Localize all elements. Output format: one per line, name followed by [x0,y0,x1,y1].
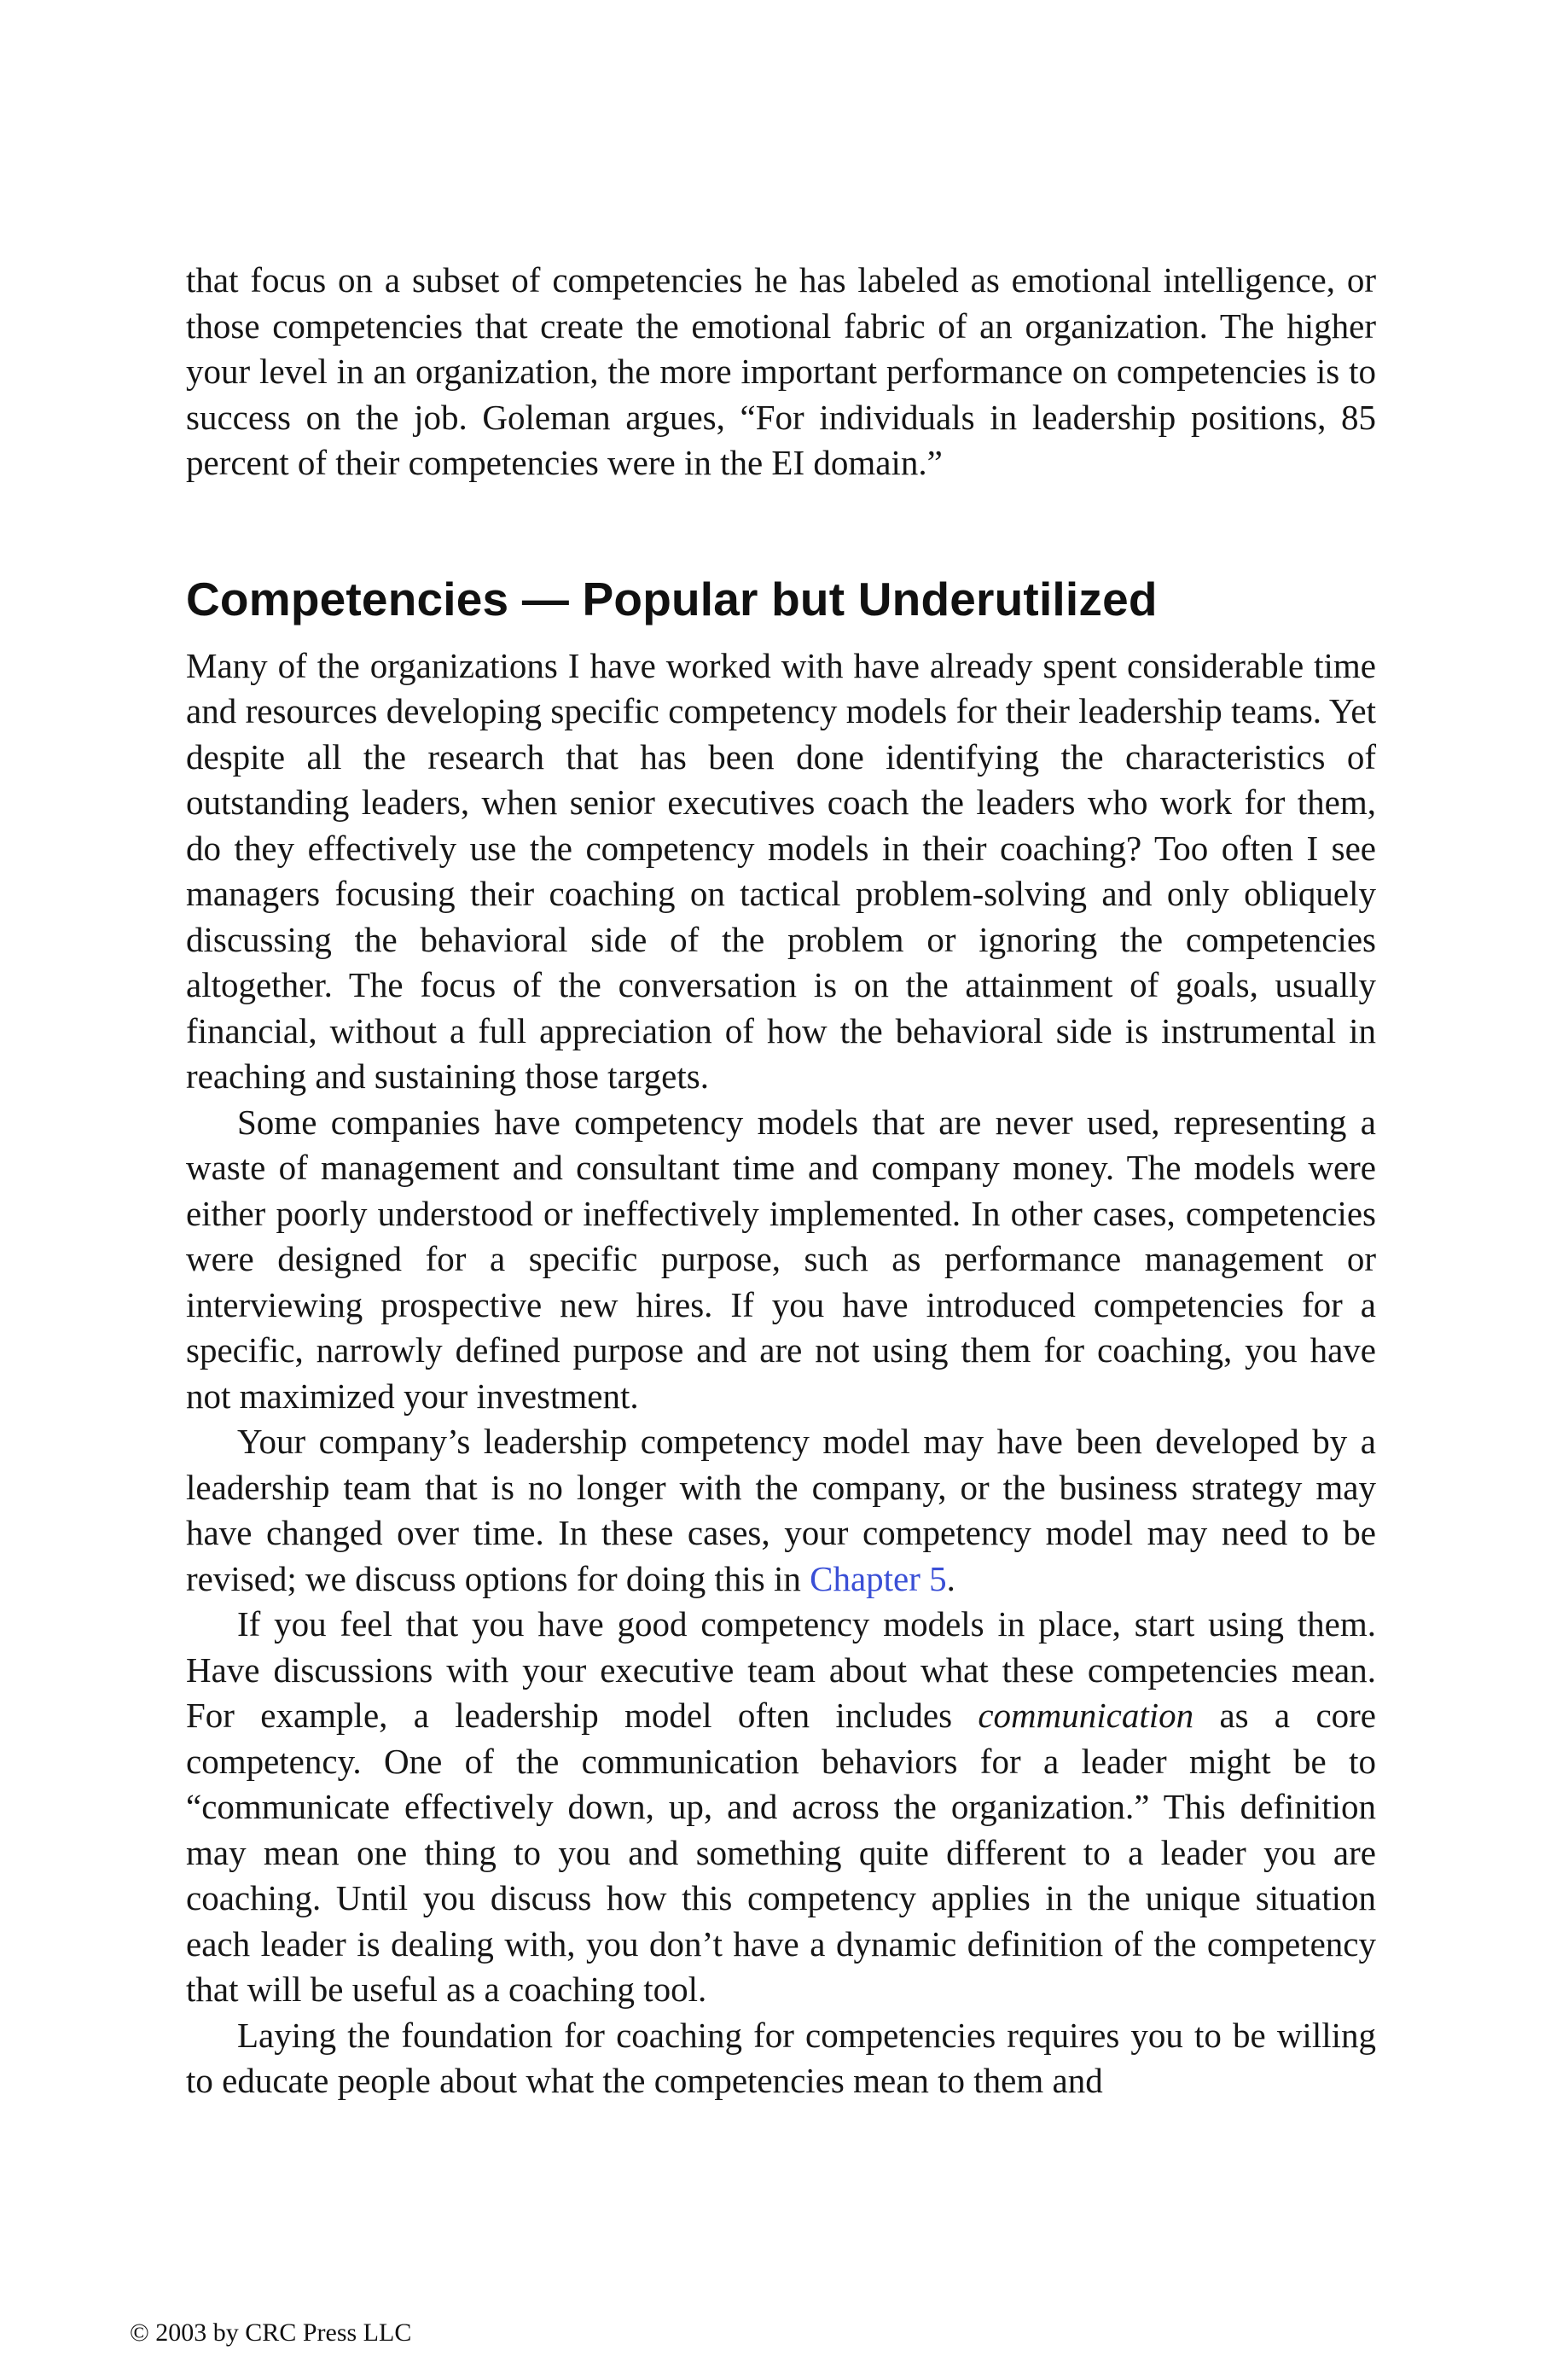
chapter-5-link[interactable]: Chapter 5 [810,1558,947,1598]
section-heading: Competencies — Popular but Underutilized [186,572,1158,625]
paragraph-1: Many of the organizations I have worked with have already spent considerable time and resources developing specific competency models for their leadership teams. Yet despite all the research that has been done identifying the characteristics of outstanding leaders, when senior executives coach the leaders who work for them, do they effectively use the competency models in their coaching? Too often I see managers focusing their coaching on tactical problem-solving and only obliquely discussing the behavioral side of the problem or ignoring the competencies altogether. The focus of the conversation is on the attainment of goals, usually financial, without a full appreciation of how the behavioral side is instrumental in reaching and sustaining those targets. [186,645,1376,1096]
paragraph-5: Laying the foundation for coaching for competencies requires you to be willing to educate people about what the competencies mean to them and [186,2015,1376,2100]
paragraph-2: Some companies have competency models that are never used, representing a waste of management and consultant time and company money. The models were either poorly understood or ineffectively implemented. In other cases, competencies were designed for a specific purpose, such as performance management or interviewing prospective new hires. If you have introduced competencies for a specific, narrowly defined purpose and are not using them for coaching, you have not maximized your investment. [186,1102,1376,1416]
communication-emphasis: communication [978,1696,1194,1735]
paragraph-3 [186,1419,1376,1602]
text-column [186,258,1376,2104]
paragraph-4-rest: as a core competency. One of the communication behaviors for a leader might be to “communicate effectively down, up, and across the organization.” This definition may mean one thing to you and something quite different to a leader you are coaching. Until you discuss how this competency applies in the unique situation each leader is dealing with, you don’t have a dynamic definition of the competency that will be useful as a coaching tool. [186,1696,1376,2009]
paragraph-3-end: . [946,1558,955,1598]
paragraph-4-text: If you feel that you have good competency models in place, start using them. Have discussions with your executive team about what these competencies mean. For example, a leadership model often includes [186,1604,1376,1735]
copyright-footer: © 2003 by CRC Press LLC [130,2319,412,2347]
paragraph-4 [186,1602,1376,2013]
paragraph-3-text: Your company’s leadership competency model may have been developed by a leadership team that is no longer with the company, or the business strategy may have changed over time. In these cases, your competency model may need to be revised; we discuss options for doing this in [186,1422,1376,1598]
intro-paragraph: that focus on a subset of competencies he has labeled as emotional intelligence, or those competencies that create the emotional fabric of an organization. The higher your level in an organization, the more important performance on competencies is to success on the job. Goleman argues, “For individuals in leadership positions, 85 percent of their competencies were in the EI domain.” [186,260,1376,482]
